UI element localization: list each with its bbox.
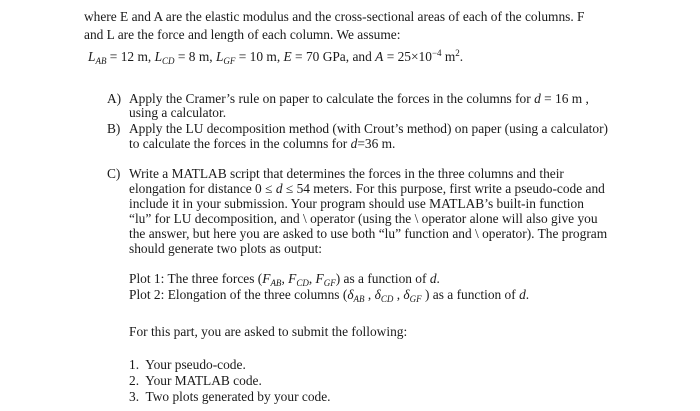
submit-item	[129, 389, 331, 405]
part-c-range-end: ≤ 54 meters. For this purpose, first write a pseudo-code and	[285, 181, 605, 196]
part-b-line-2: to calculate the forces in the columns for d=36 m.	[129, 136, 396, 151]
submit-item-text: Your MATLAB code.	[145, 373, 262, 388]
plot-2-line: Plot 2: Elongation of the three columns ($\delta_{AB}$ , $\delta_{CD}$ , $\delta_{GF}$ ) as a function of d.	[129, 287, 530, 304]
part-c-line-1: Write a MATLAB script that determines the forces in the three columns and their	[129, 166, 564, 181]
part-a-line-2: using a calculator.	[129, 105, 227, 120]
part-a-label: A)	[107, 91, 122, 106]
part-b-text: to calculate the forces in the columns for	[129, 136, 348, 151]
part-b-d-value: =36 m.	[357, 136, 396, 151]
e-value: 70 GPa	[305, 49, 346, 64]
part-c-line-5: the answer, but here you are asked to use both “lu” function and \ operator). The program	[129, 226, 608, 241]
part-c-label: C)	[107, 166, 121, 181]
part-b-label: B)	[107, 121, 121, 136]
submit-item-number: 3.	[129, 389, 140, 404]
plot-1-suffix: ) as a function of	[335, 271, 427, 286]
submit-item-text: Your pseudo-code.	[145, 357, 246, 372]
part-a-line-1: Apply the Cramer’s rule on paper to calculate the forces in the columns for d = 16 m ,	[129, 91, 589, 106]
plot-1-line: Plot 1: The three forces ($F_{AB}$, $F_{CD}$, $F_{GF}$) as a function of d.	[129, 271, 440, 288]
l-gf-value: 10 m	[249, 49, 277, 64]
part-c-line-3: include it in your submission. Your program should use MATLAB’s built-in function	[129, 196, 584, 211]
plot-2-text: Plot 2: Elongation of the three columns (	[129, 287, 348, 302]
plot-1-text: Plot 1: The three forces (	[129, 271, 263, 286]
submit-intro: For this part, you are asked to submit the following:	[129, 324, 408, 339]
part-a-d-value: = 16 m ,	[544, 91, 589, 106]
intro-line-1: where E and A are the elastic modulus and the cross-sectional areas of each of the columns. F	[84, 9, 585, 24]
a-unit: m	[444, 49, 456, 64]
a-exponent: −4	[431, 48, 442, 58]
submit-item-text: Two plots generated by your code.	[145, 389, 331, 404]
submit-item-number: 1.	[129, 357, 140, 372]
assumptions-line: $L_{AB} = 12$ m, $L_{CD} = 8$ m, $L_{GF} = 10$ m, E = 70 GPa, and $A = 25\times 10^{-4}$ $m^2$.	[88, 48, 464, 66]
part-c-line-4: “lu” for LU decomposition, and \ operator (using the \ operator alone will also give you	[129, 211, 598, 226]
l-ab-value: 12 m	[120, 49, 148, 64]
submit-item	[129, 357, 246, 373]
intro-line-2: and L are the force and length of each column. We assume:	[84, 27, 401, 42]
part-c-line-6: should generate two plots as output:	[129, 241, 323, 256]
part-c-line-2: elongation for distance 0 ≤ d ≤ 54 meters. For this purpose, first write a pseudo-code and	[129, 181, 605, 196]
a-unit-exponent: 2	[455, 48, 460, 58]
l-cd-value: 8 m	[188, 49, 210, 64]
submit-item-number: 2.	[129, 373, 140, 388]
a-value: 25×10	[397, 49, 432, 64]
plot-2-suffix: ) as a function of	[424, 287, 516, 302]
submit-item	[129, 373, 262, 389]
part-c-range-start: elongation for distance 0 ≤	[129, 181, 273, 196]
part-b-line-1: Apply the LU decomposition method (with Crout’s method) on paper (using a calculator)	[129, 121, 608, 136]
part-a-text: Apply the Cramer’s rule on paper to calculate the forces in the columns for	[129, 91, 531, 106]
